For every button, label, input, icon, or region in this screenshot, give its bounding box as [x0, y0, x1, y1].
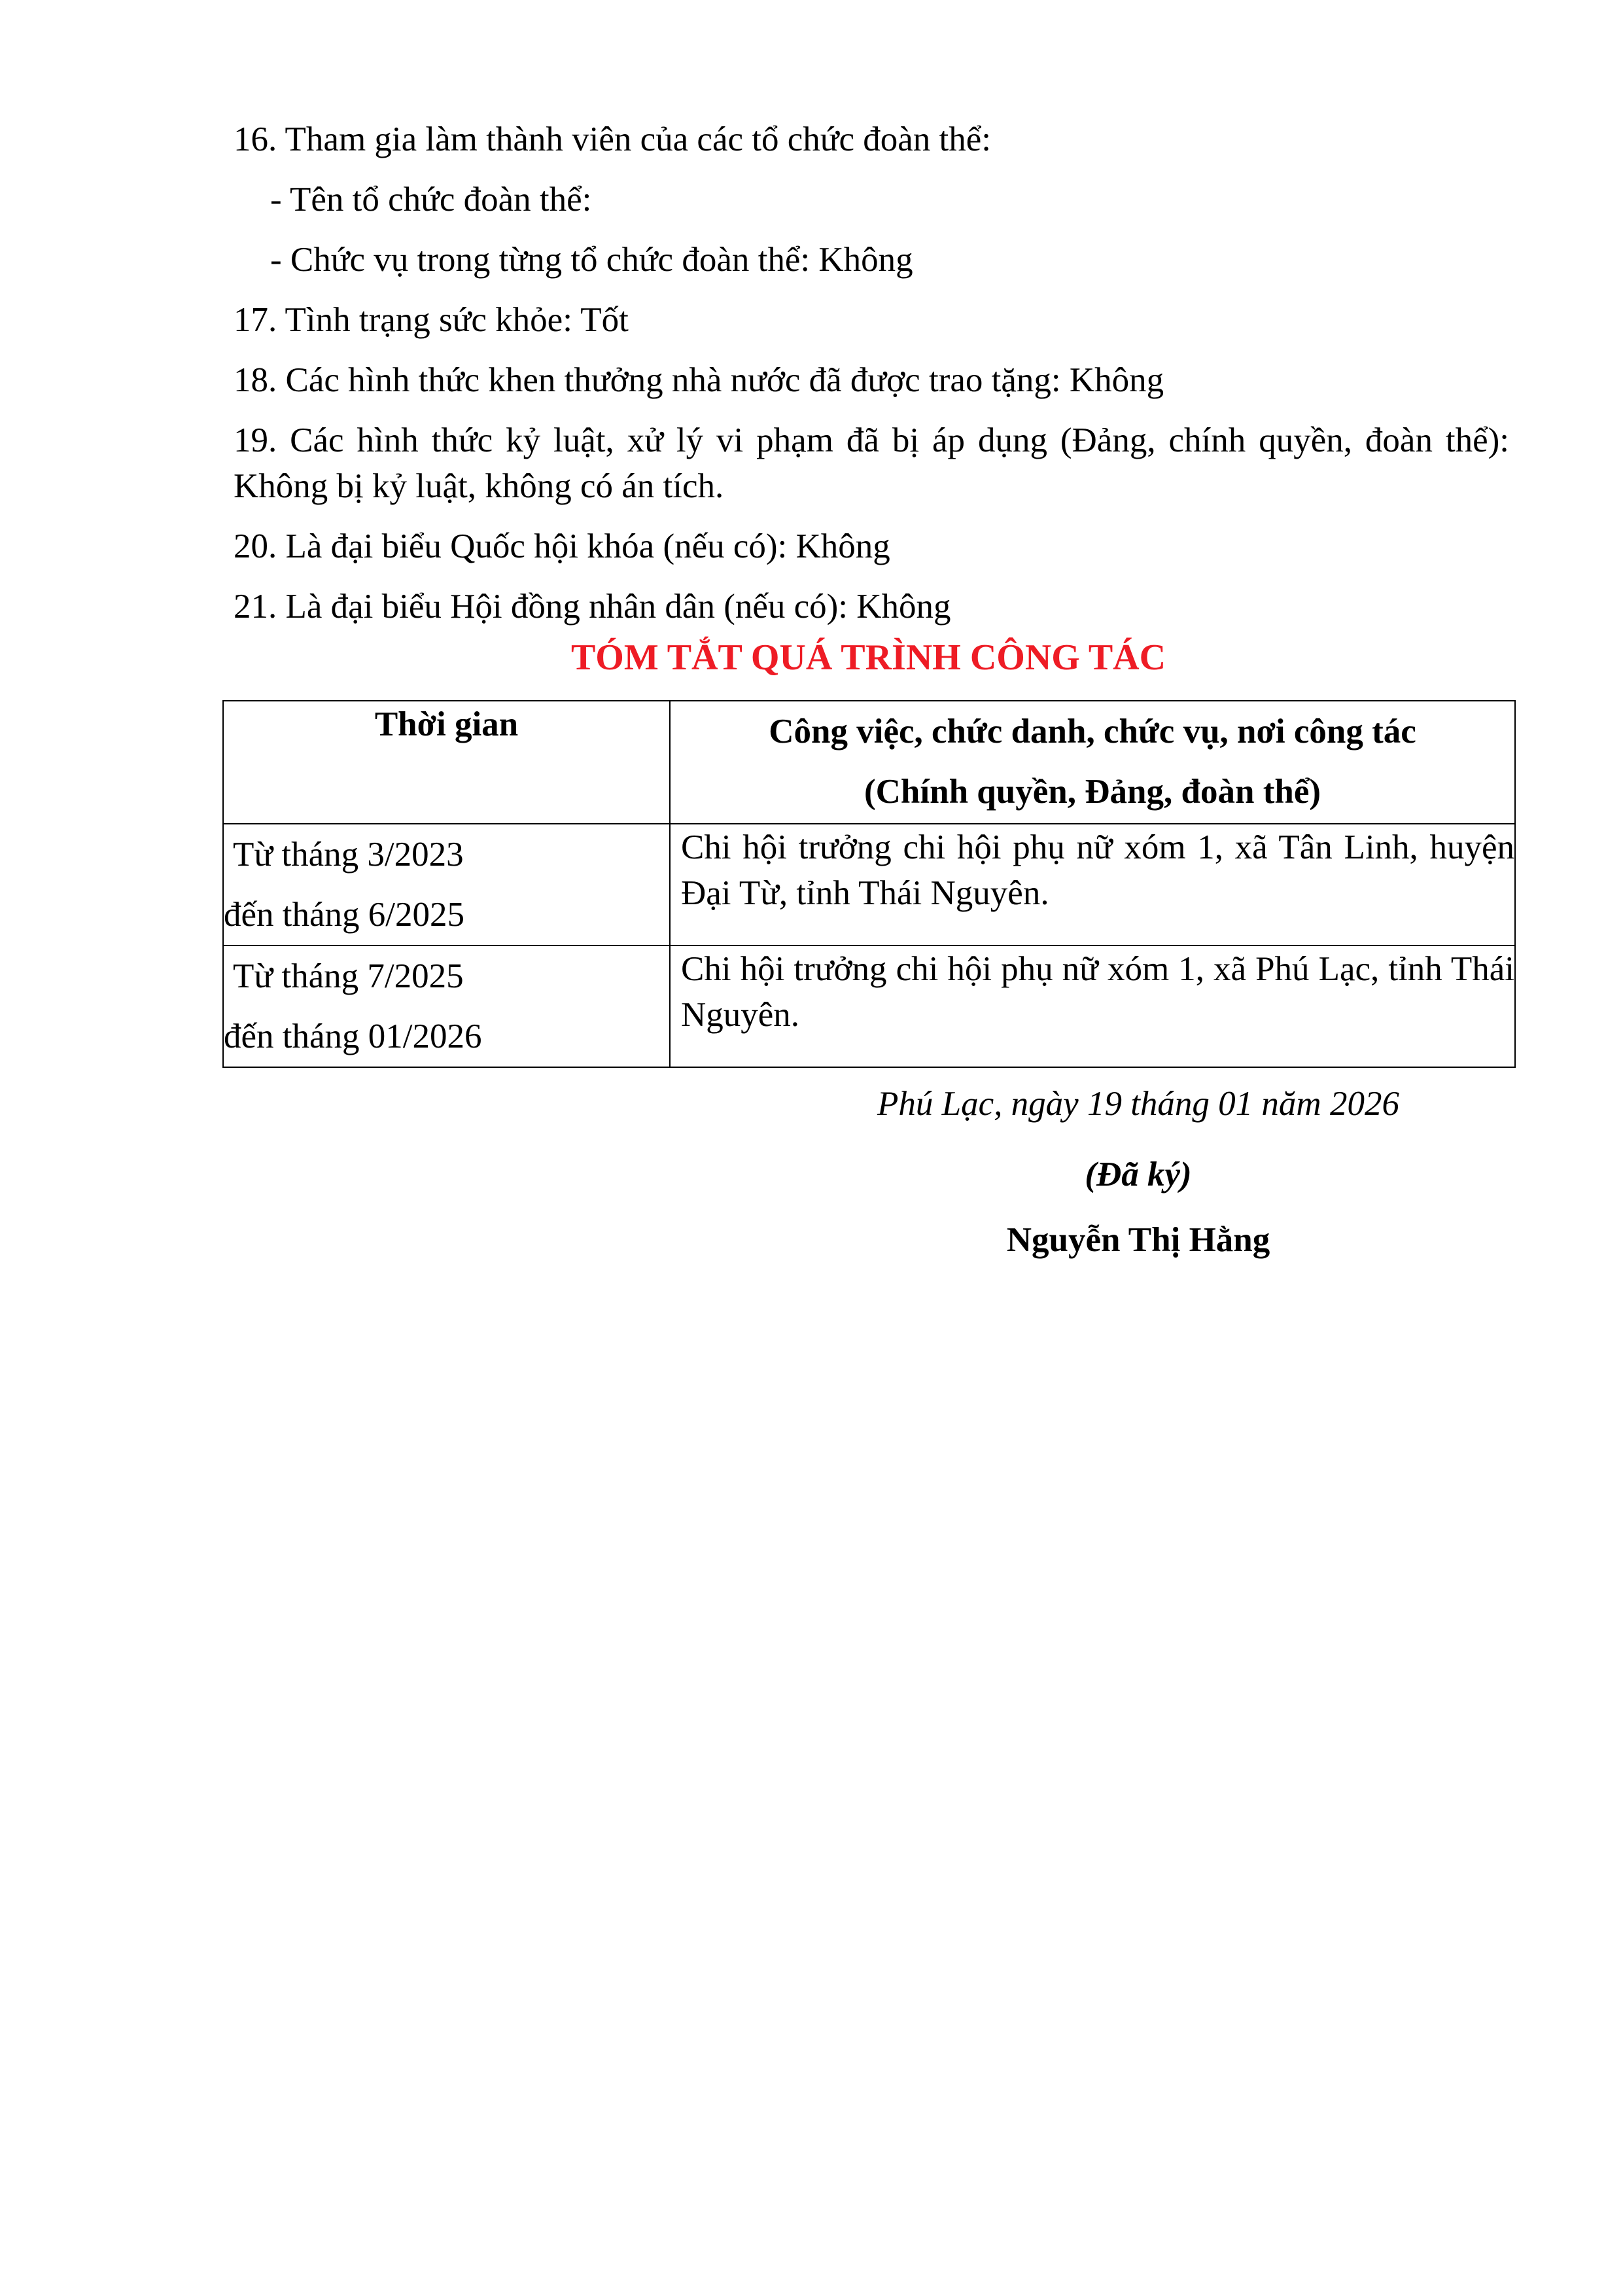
signature-name: Nguyễn Thị Hằng — [1006, 1221, 1270, 1259]
table-row — [223, 945, 1515, 1067]
signature-place-date: Phú Lạc, ngày 19 tháng 01 năm 2026 — [877, 1085, 1399, 1123]
item-18: 18. Các hình thức khen thưởng nhà nước đã được trao tặng: Không — [234, 361, 1164, 399]
header-work-line-2: (Chính quyền, Đảng, đoàn thể) — [864, 773, 1321, 811]
cell-work — [670, 824, 1515, 945]
signature-signed-note: (Đã ký) — [1085, 1156, 1192, 1193]
item-16-organization-name: - Tên tổ chức đoàn thể: — [270, 181, 592, 219]
work-history-table — [222, 700, 1516, 1068]
header-time: Thời gian — [223, 701, 670, 824]
work-description: Chi hội trưởng chi hội phụ nữ xóm 1, xã Phú Lạc, tỉnh Thái Nguyên. — [681, 950, 1514, 1034]
cell-time — [223, 945, 670, 1067]
item-16-organization-position: - Chức vụ trong từng tổ chức đoàn thể: Không — [270, 241, 913, 279]
table-row — [223, 824, 1515, 945]
time-to: đến tháng 01/2026 — [224, 1017, 482, 1055]
item-19-line-2: Không bị kỷ luật, không có án tích. — [234, 467, 724, 505]
section-title: TÓM TẮT QUÁ TRÌNH CÔNG TÁC — [570, 637, 1166, 678]
time-from: Từ tháng 7/2025 — [233, 957, 464, 995]
cell-work — [670, 945, 1515, 1067]
header-work — [670, 701, 1515, 824]
header-work-line-1: Công việc, chức danh, chức vụ, nơi công tác — [769, 713, 1416, 751]
cell-time — [223, 824, 670, 945]
item-17: 17. Tình trạng sức khỏe: Tốt — [234, 301, 629, 339]
item-21: 21. Là đại biểu Hội đồng nhân dân (nếu có): Không — [234, 588, 951, 626]
work-description: Chi hội trưởng chi hội phụ nữ xóm 1, xã Tân Linh, huyện Đại Từ, tỉnh Thái Nguyên. — [681, 828, 1514, 912]
table-header-row — [223, 701, 1515, 824]
time-to: đến tháng 6/2025 — [224, 896, 464, 934]
time-from: Từ tháng 3/2023 — [233, 836, 464, 874]
item-19-line-1: 19. Các hình thức kỷ luật, xử lý vi phạm đã bị áp dụng (Đảng, chính quyền, đoàn thể): — [234, 421, 1509, 459]
item-16: 16. Tham gia làm thành viên của các tổ chức đoàn thể: — [234, 120, 992, 158]
item-20: 20. Là đại biểu Quốc hội khóa (nếu có): Không — [234, 527, 890, 565]
